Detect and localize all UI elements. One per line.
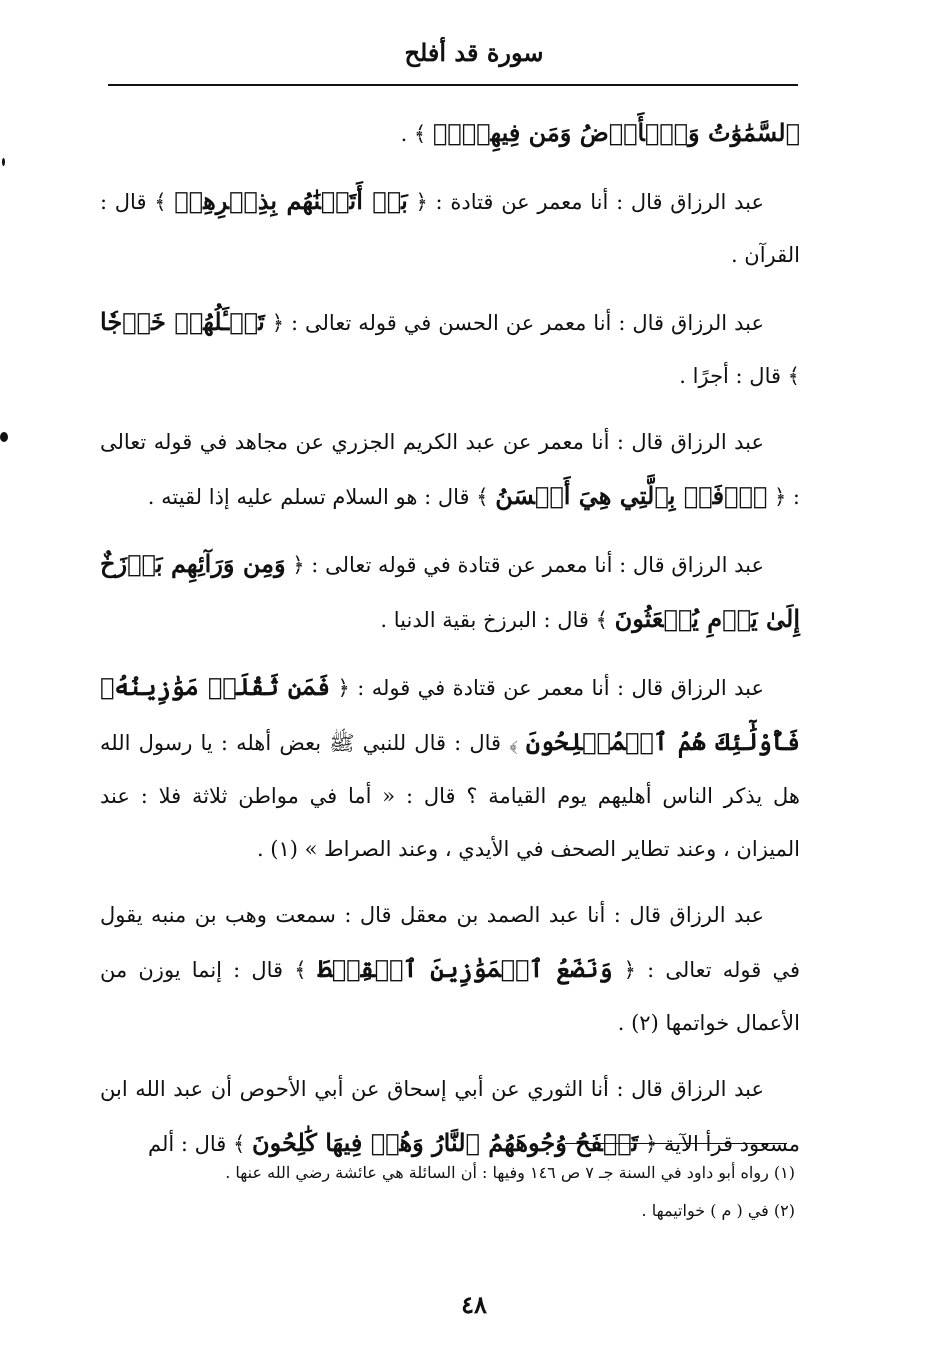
quran-verse: تَلۡفَحُ وُجُوهَهُمُ ٱلنَّارُ وَهُمۡ فِيهَا كَٰلِحُونَ (252, 1128, 639, 1157)
scan-edge-mark (0, 432, 8, 442)
paragraph (100, 537, 800, 647)
paragraph (100, 174, 800, 282)
quran-verse: بَلۡ أَتَيۡنَٰهُم بِذِكۡرِهِمۡ (174, 186, 408, 215)
quran-verse: ٱلسَّمَٰوَٰتُ وَٱلۡأَرۡضُ وَمَن فِيهِنَّۚ (432, 118, 800, 147)
main-text (100, 106, 800, 1184)
paragraph-text: عبد الرزاق قال : أنا معمر عن الحسن في قوله تعالى : ﴿ (264, 311, 764, 335)
header-divider (108, 84, 798, 86)
paragraph-text: عبد الرزاق قال : أنا معمر عن قتادة : ﴿ (407, 190, 764, 214)
page-number: ٤٨ (461, 1290, 487, 1319)
quran-verse: وَمِن وَرَآئِهِم بَرۡزَخٌ إِلَىٰ يَوۡمِ يُبۡعَثُونَ (100, 549, 800, 633)
paragraph (100, 660, 800, 876)
paragraph-text: ﴾ قال : إنما يوزن من الأعمال خواتمها (٢) . (100, 958, 800, 1035)
paragraph-text: ﴾ قال : البرزخ بقية الدنيا . (380, 608, 615, 632)
paragraph-text: ﴾ قال : قال للنبي ﷺ بعض أهله : يا رسول الله هل يذكر الناس أهليهم يوم القيامة ؟ قال : « أما في مواطن ثلاثة فلا : عند الميزان ، وعند تطاير الصحف في الأيدي ، وعند الصراط » (١) . (100, 731, 800, 861)
paragraph-text: ﴾ قال : أجرًا . (679, 364, 800, 388)
paragraph-text: عبد الرزاق قال : أنا معمر عن قتادة في قوله : ﴿ (330, 676, 764, 700)
paragraph (100, 889, 800, 1050)
paragraph-text: ﴾ قال : ألم (148, 1132, 252, 1156)
quran-verse: ٱدۡفَعۡ بِٱلَّتِي هِيَ أَحۡسَنُ (495, 481, 768, 510)
quran-verse: وَنَضَعُ ٱلۡمَوَٰزِينَ ٱلۡقِسۡطَ (317, 954, 613, 983)
paragraph (100, 416, 800, 524)
footnote-divider (565, 1143, 787, 1144)
paragraph-text: ﴾ قال : القرآن . (100, 190, 800, 267)
paragraph-text: ﴾ قال : هو السلام تسلم عليه إذا لقيته . (147, 485, 496, 509)
footnote-2: (٢) في ( م ) خواتيمها . (641, 1201, 795, 1220)
scan-edge-mark (2, 158, 5, 166)
paragraph-text: عبد الرزاق قال : أنا معمر عن عبد الكريم الجزري عن مجاهد في قوله تعالى : ﴿ (100, 430, 800, 509)
paragraph (100, 106, 800, 161)
page-title: سورة قد أفلح (404, 38, 544, 67)
paragraph-text: عبد الرزاق قال : أنا الثوري عن أبي إسحاق عن أبي الأحوص أن عبد الله ابن مسعود قرأ الآية ﴿ (100, 1077, 800, 1156)
footnotes (100, 1154, 795, 1230)
quran-verse: تَسۡـَٔلُهُمۡ خَرۡجٗا (100, 307, 265, 336)
quran-verse: فَمَن ثَقُلَتۡ مَوَٰزِينُهُۥ فَأُوْلَٰٓئِكَ هُمُ ٱلۡمُفۡلِحُونَ (100, 672, 800, 756)
paragraph-text: ﴾ . (400, 122, 433, 146)
paragraph (100, 295, 800, 403)
paragraph-text: عبد الرزاق قال : أنا معمر عن قتادة في قوله تعالى : ﴿ (285, 553, 764, 577)
paragraph-text: عبد الرزاق قال : أنا عبد الصمد بن معقل قال : سمعت وهب بن منبه يقول في قوله تعالى : ﴿ (100, 903, 800, 982)
footnote-1: (١) رواه أبو داود في السنة جـ ٧ ص ١٤٦ وفيها : أن السائلة هي عائشة رضي الله عنها . (225, 1163, 795, 1182)
